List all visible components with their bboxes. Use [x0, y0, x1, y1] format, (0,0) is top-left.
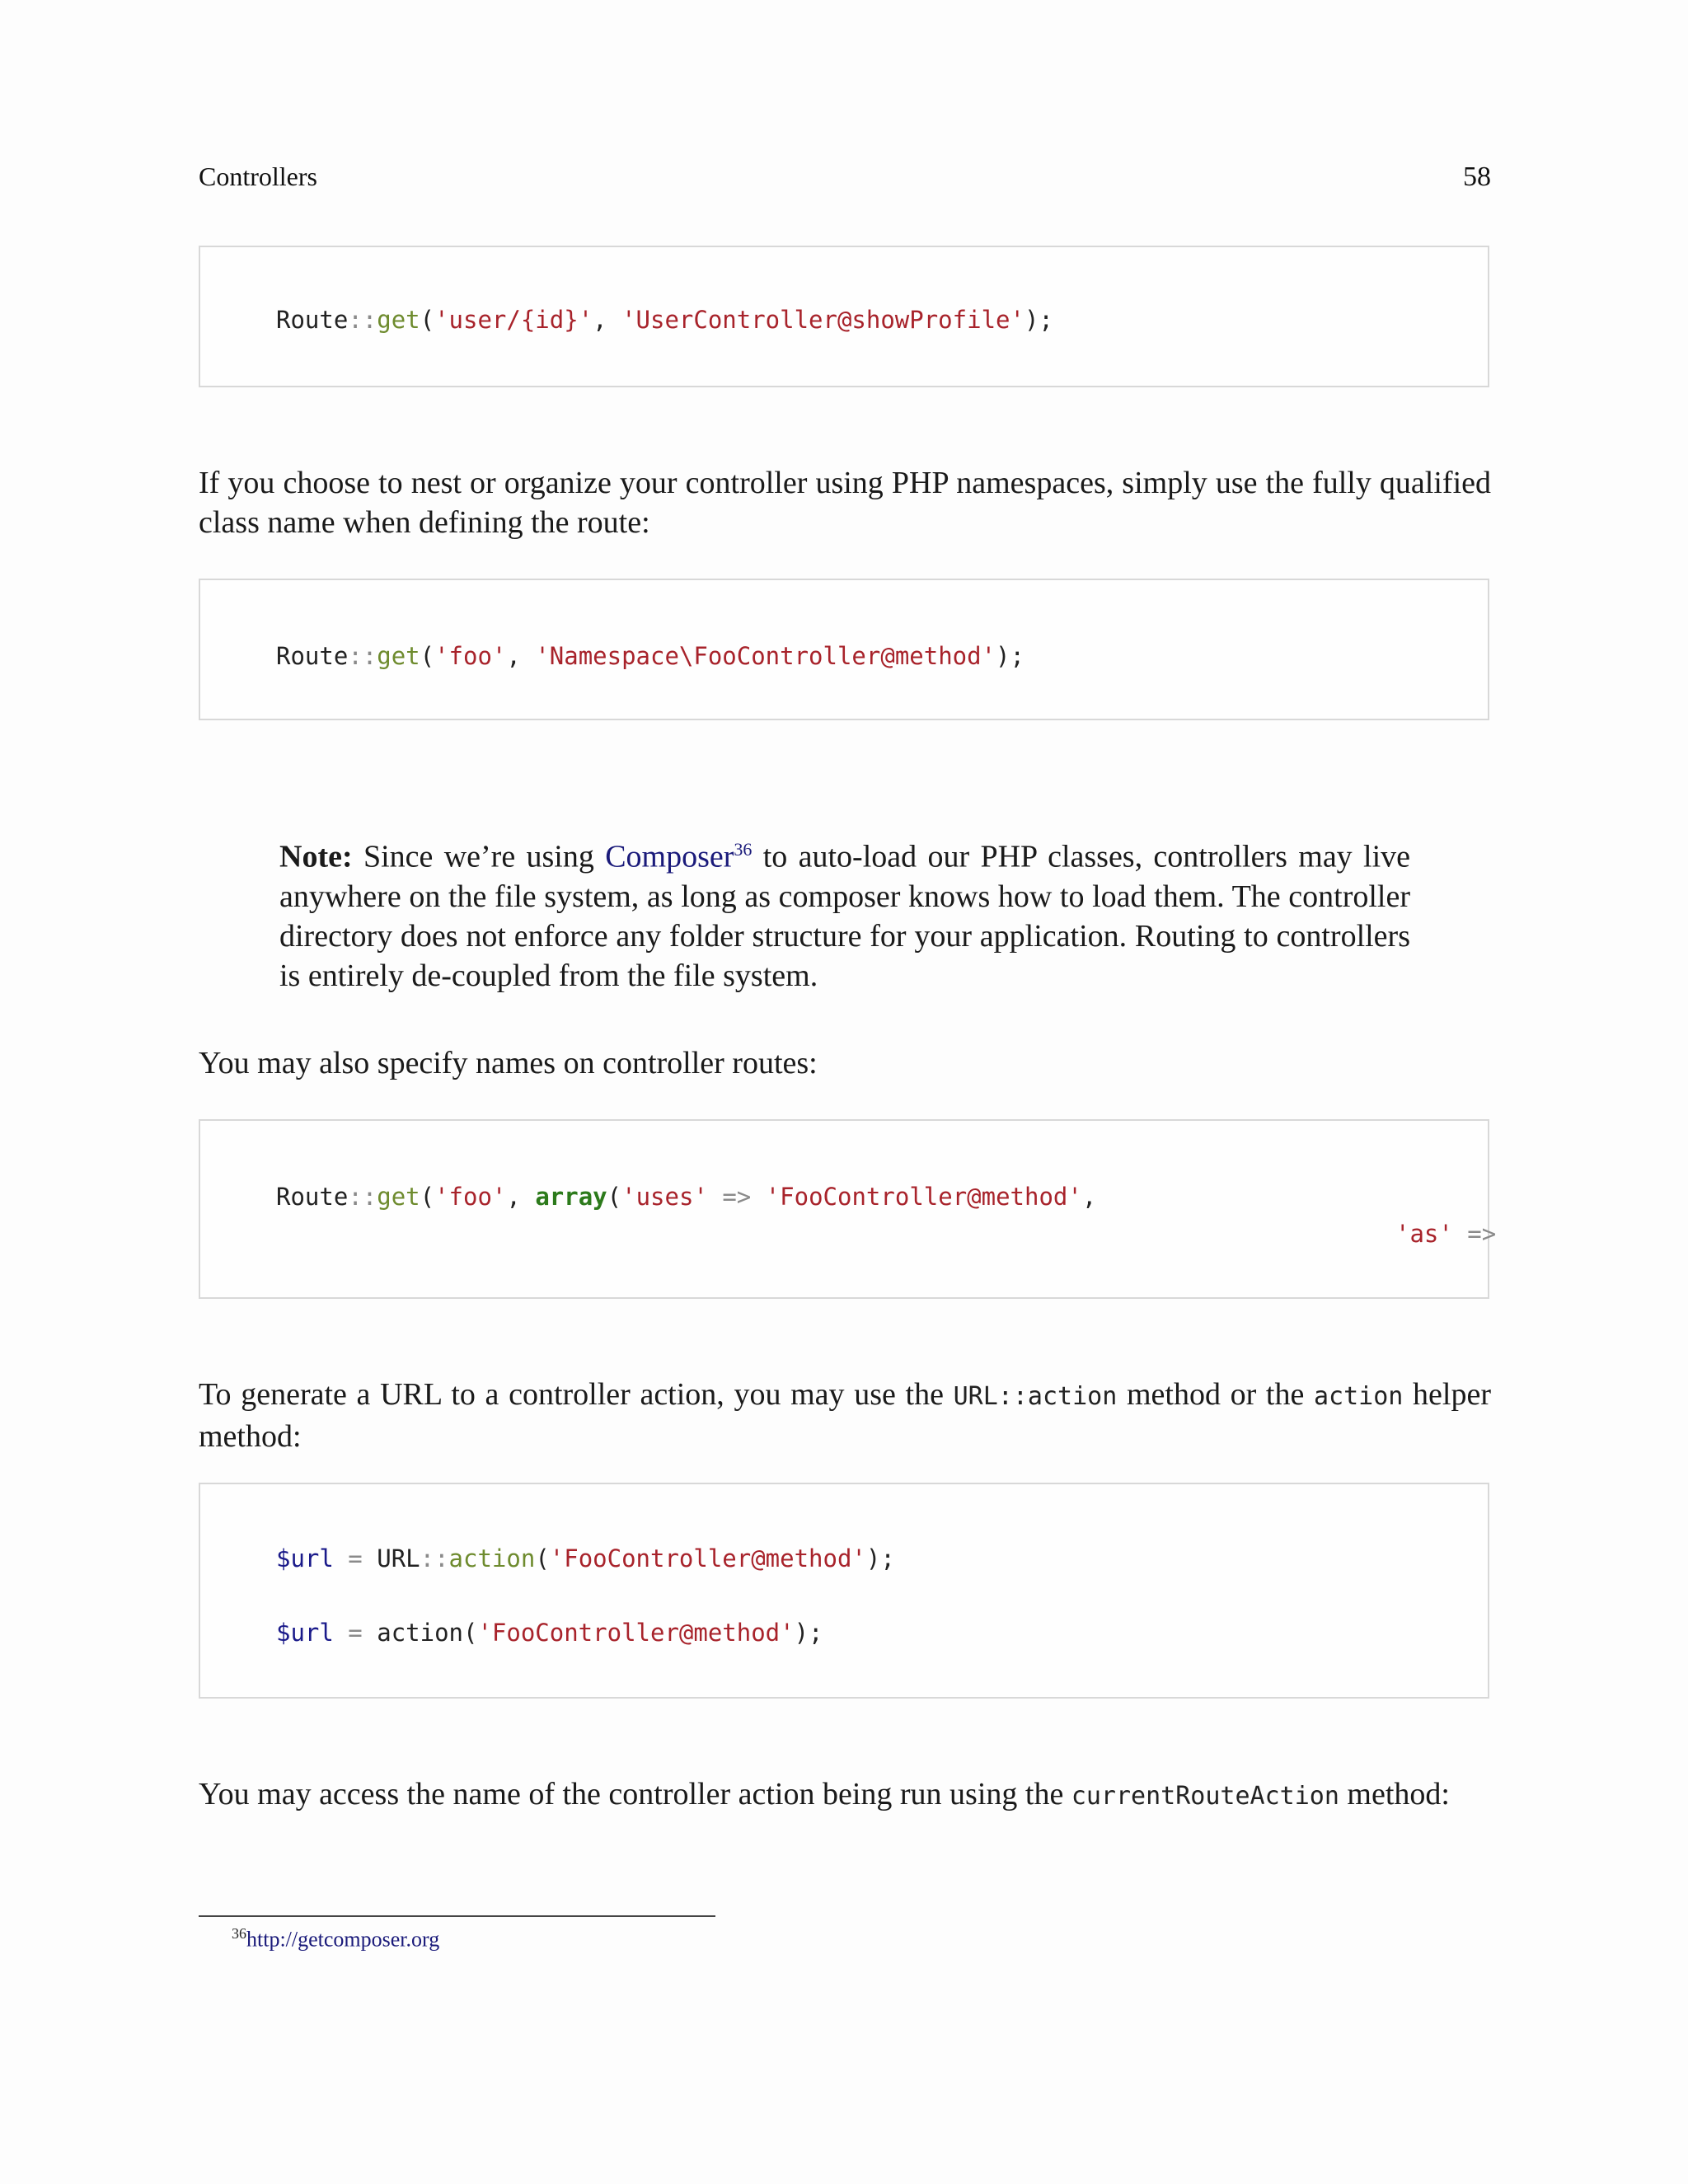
footnote-number: 36 — [232, 1925, 246, 1942]
code-line: $url = URL::action('FooController@method'); — [276, 1544, 895, 1572]
code-line: Route::get('foo', array('uses' => 'FooController@method', — [276, 1183, 1097, 1211]
footnote-divider — [199, 1915, 715, 1917]
footnote-link[interactable]: http://getcomposer.org — [246, 1927, 440, 1952]
running-title: Controllers — [199, 162, 317, 191]
code-block-url-action — [199, 1483, 1489, 1699]
code-block-route-namespace — [199, 579, 1489, 720]
inline-code: action — [1314, 1382, 1404, 1411]
code-line: $url = action('FooController@method'); — [276, 1619, 823, 1647]
page-number: 58 — [1463, 162, 1491, 192]
note-label: Note: — [279, 839, 353, 874]
inline-code: URL::action — [953, 1382, 1118, 1411]
footnote-ref[interactable]: 36 — [734, 839, 753, 860]
code-line-overflow: 'as' => — [1395, 1220, 1497, 1248]
page-header — [199, 162, 1491, 194]
note-aside: Note: Since we’re using Composer$^{36}$ to auto-load our PHP classes, controllers may live anywhere on the file system, as long as composer knows how to load them. The controller directory does not enforce any folder structure for your application. Routing to controllers is entirely de-coupled from the file system. — [279, 839, 1410, 993]
code-line: Route::get('user/{id}', 'UserController@showProfile'); — [276, 306, 1053, 334]
paragraph-namespaces: If you choose to nest or organize your controller using PHP namespaces, simply use the fully qualified class name when defining the route: — [199, 466, 1491, 540]
code-line: Route::get('foo', 'Namespace\FooController@method'); — [276, 642, 1025, 670]
composer-link[interactable]: Composer — [605, 839, 734, 874]
paragraph-current-route-action: You may access the name of the controller action being run using the currentRouteAction method: — [199, 1777, 1450, 1811]
code-block-route-named — [199, 1119, 1497, 1299]
footnote — [232, 1925, 439, 1952]
code-block-route-userprofile — [199, 246, 1489, 387]
inline-code: currentRouteAction — [1071, 1782, 1339, 1811]
paragraph-generate-url: To generate a URL to a controller action, you may use the URL::action method or the action helper method: — [199, 1377, 1491, 1454]
paragraph-route-names: You may also specify names on controller routes: — [199, 1046, 818, 1080]
